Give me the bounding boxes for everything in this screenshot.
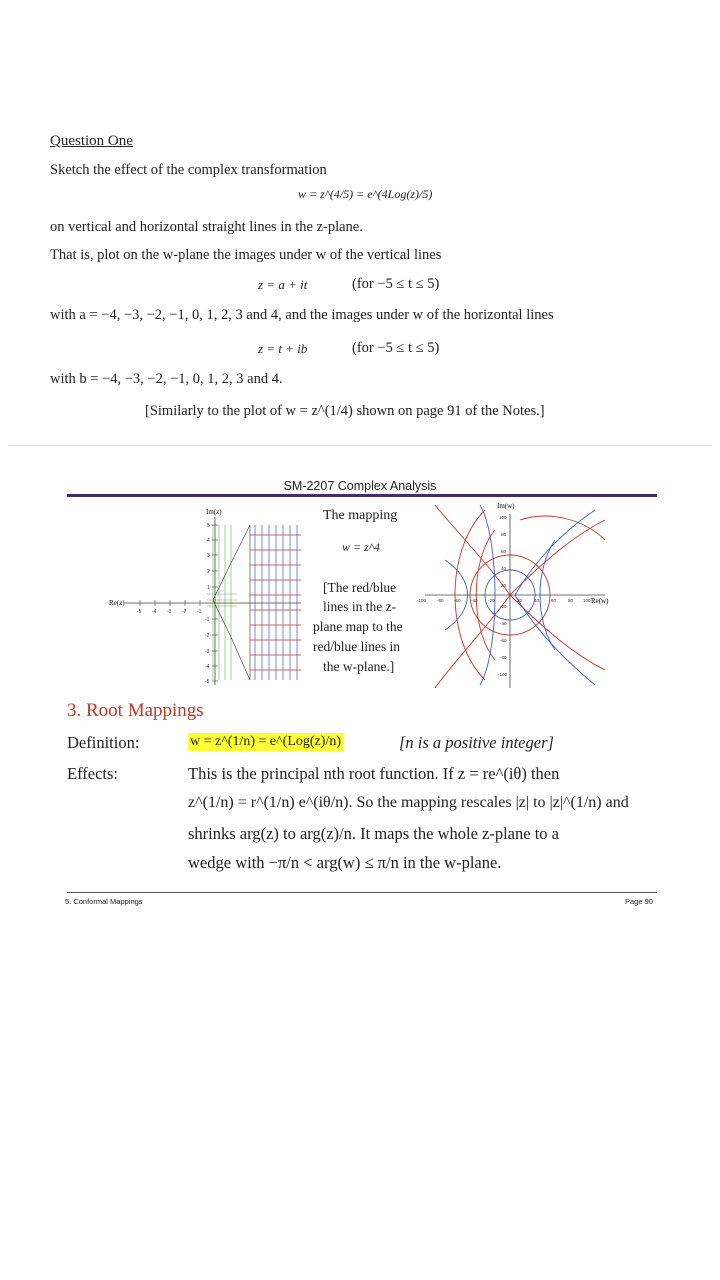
effects-line: This is the principal nth root function. If z = re^(iθ) then (188, 764, 560, 783)
z-x-tick: -2 (182, 609, 187, 615)
title-rule (67, 494, 657, 497)
w-imag-axis-label: Im(w) (497, 502, 515, 510)
z-y-tick: 4 (207, 538, 210, 544)
w-x-tick: 60 (551, 598, 557, 603)
w-real-axis-label: Re(w) (591, 597, 609, 605)
z-y-tick: -3 (205, 649, 210, 655)
effects-label: Effects: (67, 764, 119, 783)
z-y-tick: -1 (205, 617, 210, 623)
question-line-2: on vertical and horizontal straight lines in the z-plane. (50, 219, 363, 235)
w-y-tick: -80 (500, 655, 507, 660)
z-y-tick: -4 (205, 664, 210, 670)
w-x-tick: -40 (471, 598, 478, 603)
w-y-tick: -60 (500, 638, 507, 643)
z-y-tick: 5 (207, 523, 210, 529)
z-plane-diagram (105, 505, 305, 690)
question-line-3: That is, plot on the w-plane the images under w of the vertical lines (50, 247, 442, 263)
caption-line: plane map to the (313, 619, 403, 634)
caption-line: the w-plane.] (323, 659, 395, 674)
w-x-tick: -100 (417, 598, 427, 603)
w-y-tick: 100 (499, 515, 507, 520)
vertical-line-equation: z = a + it (258, 277, 308, 292)
caption-line: [The red/blue (323, 580, 397, 595)
mapping-title: The mapping (323, 508, 398, 523)
question-line-4: with a = −4, −3, −2, −1, 0, 1, 2, 3 and 4, and the images under w of the horizontal lines (50, 307, 554, 323)
z-y-tick: -5 (205, 679, 210, 685)
effects-line: wedge with −π/n < arg(w) ≤ π/n in the w-plane. (188, 853, 502, 872)
w-plane-diagram (415, 500, 615, 690)
vertical-line-range: (for −5 ≤ t ≤ 5) (352, 276, 440, 292)
z-y-tick: -2 (205, 633, 210, 639)
w-y-tick: -20 (500, 604, 507, 609)
z-x-tick: -1 (197, 609, 202, 615)
z-imag-axis-label: Im(z) (206, 508, 222, 516)
w-y-tick: -40 (500, 621, 507, 626)
section-divider (8, 445, 712, 446)
horizontal-line-range: (for −5 ≤ t ≤ 5) (352, 340, 440, 356)
question-line-5: with b = −4, −3, −2, −1, 0, 1, 2, 3 and 4. (50, 371, 283, 387)
section-heading: 3. Root Mappings (67, 700, 204, 721)
z-y-tick: 2 (207, 569, 210, 575)
w-x-tick: -60 (454, 598, 461, 603)
z-y-tick: 1 (207, 585, 210, 591)
question-heading: Question One (50, 133, 133, 149)
w-x-tick: 80 (568, 598, 574, 603)
definition-label: Definition: (67, 733, 140, 752)
w-y-tick: -100 (498, 672, 508, 677)
w-y-tick: 60 (501, 549, 507, 554)
w-x-tick: 40 (534, 598, 540, 603)
z-x-tick: -3 (167, 609, 172, 615)
w-x-tick: 20 (517, 598, 523, 603)
z-x-tick: -4 (152, 609, 157, 615)
caption-line: lines in the z- (323, 599, 397, 614)
effects-line: shrinks arg(z) to arg(z)/n. It maps the whole z-plane to a (188, 824, 559, 843)
w-x-tick: -80 (437, 598, 444, 603)
z-real-axis-label: Re(z) (109, 599, 125, 607)
footer-page-number: Page 90 (625, 897, 653, 906)
question-line-1: Sketch the effect of the complex transformation (50, 162, 327, 178)
z-y-tick: 3 (207, 553, 210, 559)
question-note: [Similarly to the plot of w = z^(1/4) shown on page 91 of the Notes.] (145, 403, 545, 419)
mapping-formula: w = z^4 (342, 540, 380, 554)
w-y-tick: 40 (501, 566, 507, 571)
w-y-tick: 80 (501, 532, 507, 537)
footer-rule (67, 892, 657, 893)
w-x-tick: 100 (583, 598, 591, 603)
horizontal-line-equation: z = t + ib (258, 341, 308, 356)
effects-line: z^(1/n) = r^(1/n) e^(iθ/n). So the mapping rescales |z| to |z|^(1/n) and (188, 794, 629, 811)
w-x-tick: -20 (488, 598, 495, 603)
course-title: SM-2207 Complex Analysis (283, 479, 437, 493)
transformation-formula: w = z^(4/5) = e^(4Log(z)/5) (298, 187, 433, 201)
definition-note: [n is a positive integer] (399, 733, 554, 752)
z-x-tick: -5 (137, 609, 142, 615)
caption-line: red/blue lines in (313, 639, 400, 654)
w-y-tick: 20 (501, 583, 507, 588)
footer-left: 5. Conformal Mappings (65, 897, 143, 906)
definition-formula: w = z^(1/n) = e^(Log(z)/n) (190, 734, 341, 749)
